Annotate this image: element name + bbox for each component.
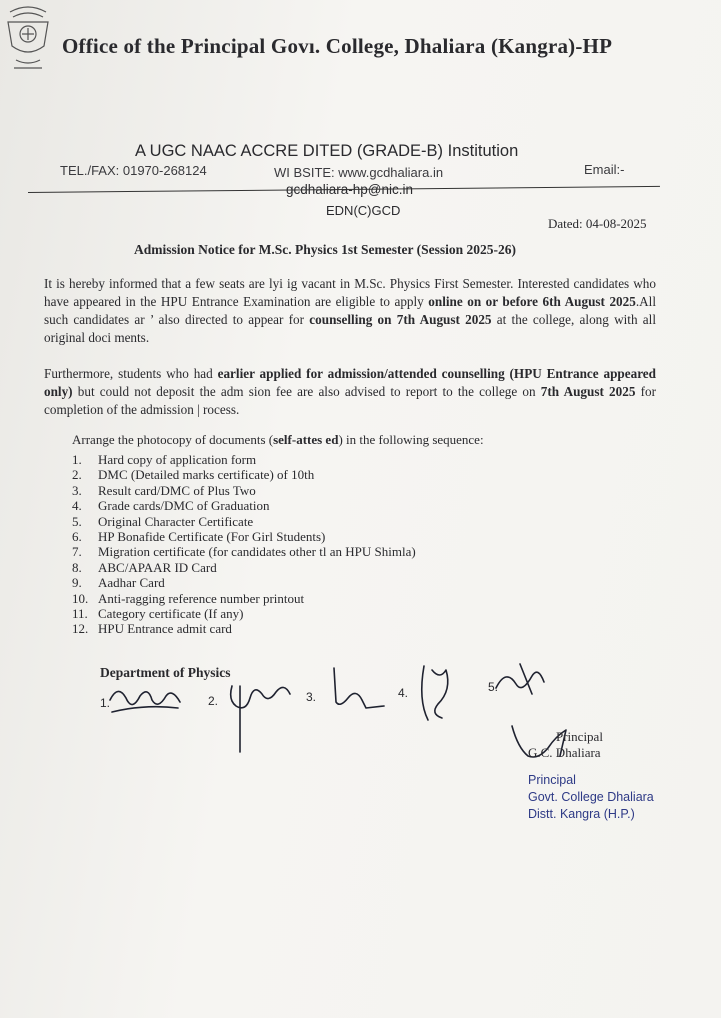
item-text: DMC (Detailed marks certificate) of 10th <box>98 467 315 483</box>
list-item <box>72 514 416 529</box>
para2-text-2: but could not deposit the adm sion fee are also advised to report to the college on <box>72 384 541 399</box>
para2-highlight: earlier applied for admission/attended counselling (HPU Entrance appeared only) <box>44 366 656 399</box>
list-item <box>72 452 416 467</box>
item-number: 10. <box>72 590 89 606</box>
list-item <box>72 544 416 559</box>
notice-heading: Admission Notice for M.Sc. Physics 1st Semester (Session 2025-26) <box>134 242 516 257</box>
email-address: gcdhaliara-hp@nic.in <box>286 182 414 197</box>
department-label: Department of Physics <box>100 665 231 680</box>
intro-text-2: ) in the following sequence: <box>338 432 484 447</box>
intro-bold: self-attes ed <box>273 432 339 447</box>
list-item <box>72 467 416 482</box>
para2-text: Furthermore, students who had <box>44 366 218 381</box>
para1-deadline: online on or before 6th August 2025 <box>428 294 636 309</box>
item-text: Original Character Certificate <box>98 513 254 529</box>
documents-list <box>72 452 416 637</box>
item-text: Anti-ragging reference number printout <box>98 590 305 606</box>
item-number: 2. <box>72 467 82 483</box>
signature-number-4: 4. <box>398 686 409 700</box>
list-item <box>72 560 416 575</box>
signature-5 <box>496 664 544 694</box>
item-text: Category certificate (If any) <box>98 606 244 622</box>
signature-4 <box>422 666 448 720</box>
signature-3 <box>334 668 384 708</box>
list-item <box>72 575 416 590</box>
list-item <box>72 483 416 498</box>
item-number: 11. <box>72 606 88 622</box>
list-item <box>72 498 416 513</box>
para1-counselling-date: counselling on 7th August 2025 <box>309 312 492 327</box>
item-number: 3. <box>72 482 82 498</box>
signature-number-1: 1. <box>100 696 111 710</box>
item-text: Grade cards/DMC of Graduation <box>98 498 270 514</box>
reference-number: EDN(C)GCD <box>326 203 401 218</box>
para1-text-2: .All such candidates ar ’ also directed to appear for <box>44 294 656 327</box>
item-number: 8. <box>72 559 82 575</box>
signature-number-3: 3. <box>306 690 317 704</box>
para2-date: 7th August 2025 <box>540 384 636 399</box>
item-number: 4. <box>72 498 82 514</box>
para1-text-3: at the college, along with all original doci ments. <box>44 312 656 345</box>
item-text: HPU Entrance admit card <box>98 621 232 637</box>
principal-title: Principal <box>556 729 603 744</box>
item-text: Result card/DMC of Plus Two <box>98 482 256 498</box>
list-item <box>72 606 416 621</box>
notice-date: Dated: 04-08-2025 <box>548 216 647 231</box>
list-item <box>72 621 416 636</box>
stamp-line-3: Distt. Kangra (H.P.) <box>528 807 635 821</box>
para2-text-3: for completion of the admission | rocess. <box>44 384 656 417</box>
signature-number-5: 5. <box>488 680 499 694</box>
tel-fax: TEL./FAX: 01970-268124 <box>60 163 207 178</box>
signature-number-2: 2. <box>208 694 219 708</box>
principal-place: G.C. Dhaliara <box>528 745 601 760</box>
item-number: 9. <box>72 575 82 591</box>
item-number: 5. <box>72 513 82 529</box>
signature-1 <box>110 691 180 712</box>
item-number: 12. <box>72 621 89 637</box>
documents-intro <box>72 432 484 448</box>
signature-2 <box>231 686 290 752</box>
stamp-line-1: Principal <box>528 773 576 787</box>
list-item <box>72 529 416 544</box>
item-text: Migration certificate (for candidates other tl an HPU Shimla) <box>98 544 416 560</box>
item-number: 1. <box>72 452 82 467</box>
notice-paragraph-2 <box>44 365 656 419</box>
list-item <box>72 591 416 606</box>
item-text: ABC/APAAR ID Card <box>98 559 217 575</box>
email-label: Email:- <box>584 162 625 177</box>
stamp-line-2: Govt. College Dhaliara <box>528 790 654 804</box>
item-number: 7. <box>72 544 82 560</box>
para1-text: It is hereby informed that a few seats are lyi ig vacant in M.Sc. Physics First Semester. Interested candidates who have appeared in the HPU Entrance Examination are eligible to apply <box>44 276 656 309</box>
item-text: Hard copy of application form <box>98 452 257 467</box>
accreditation-line: A UGC NAAC ACCRE DITED (GRADE-B) Institution <box>135 142 519 160</box>
notice-paragraph-1 <box>44 275 656 347</box>
item-text: Aadhar Card <box>98 575 165 591</box>
item-number: 6. <box>72 529 82 545</box>
college-emblem-icon <box>0 0 56 80</box>
principal-stamp <box>528 772 654 823</box>
item-text: HP Bonafide Certificate (For Girl Students) <box>98 529 326 545</box>
office-title: Office of the Principal Govı. College, Dhaliara (Kangra)-HP <box>62 34 613 58</box>
intro-text: Arrange the photocopy of documents ( <box>72 432 274 447</box>
website: WI BSITE: www.gcdhaliara.in <box>274 165 444 180</box>
